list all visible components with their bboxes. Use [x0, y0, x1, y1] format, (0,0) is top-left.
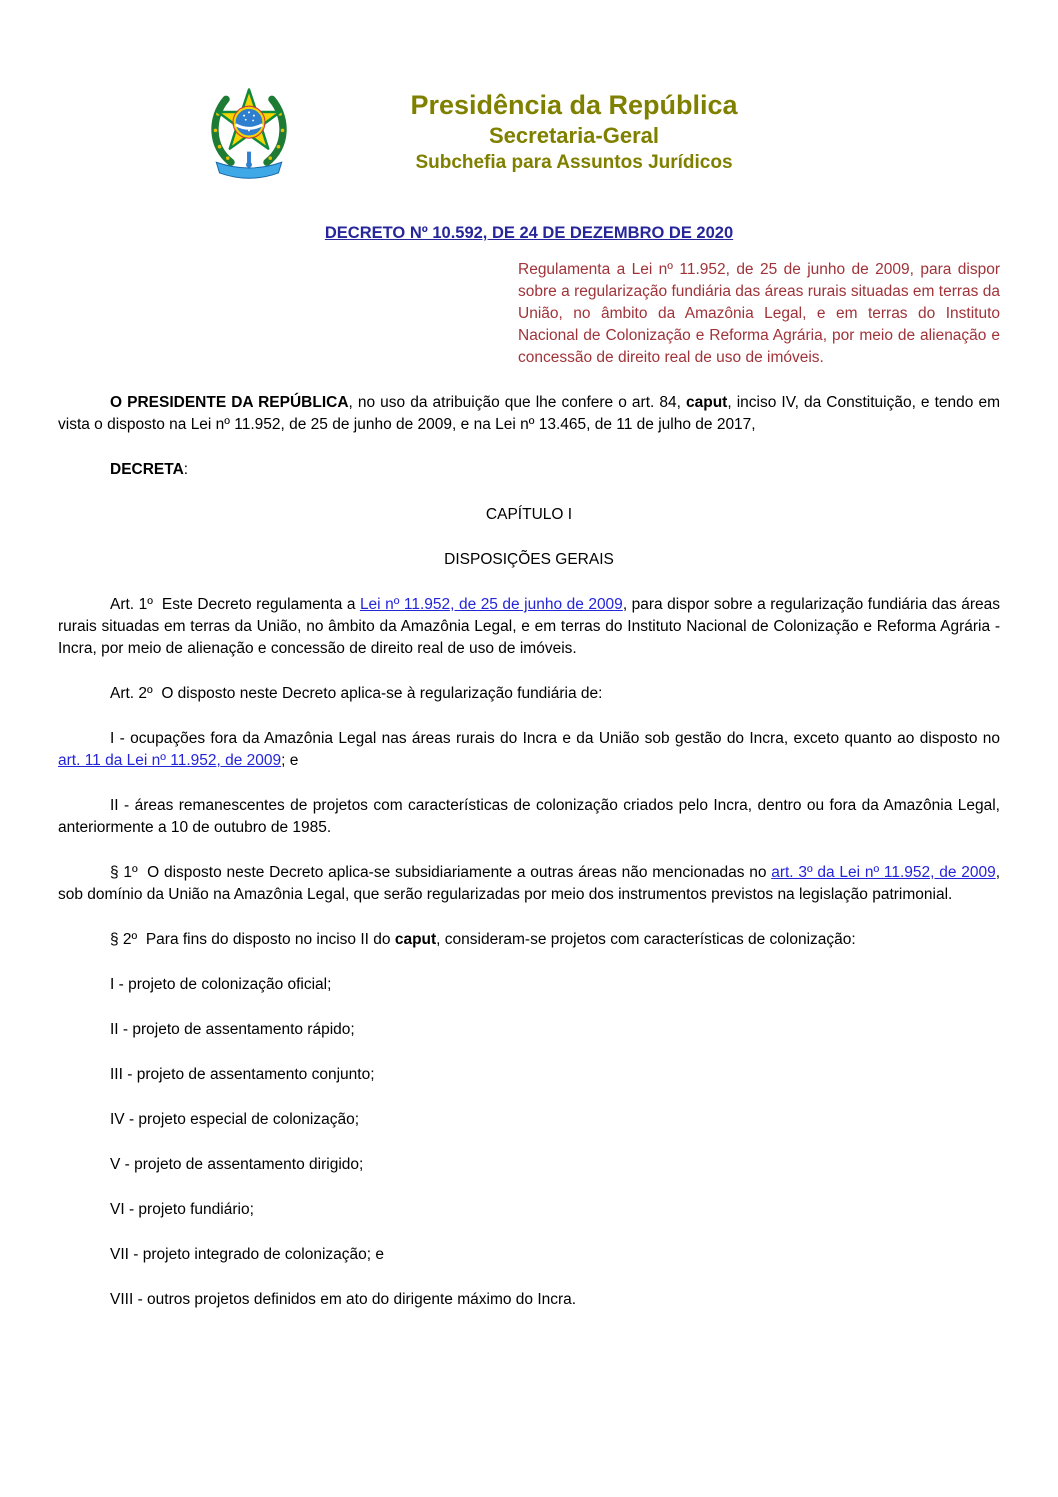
text-run: VII - projeto integrado de colonização; e	[110, 1246, 385, 1263]
text-run: Art. 2º O disposto neste Decreto aplica-se à regularização fundiária de:	[110, 685, 603, 702]
document-body	[58, 392, 1000, 1311]
text-run: V - projeto de assentamento dirigido;	[110, 1156, 364, 1173]
article-1	[58, 594, 1000, 660]
paragraph-2-item-6	[58, 1199, 1000, 1221]
bold-term: caput	[685, 394, 728, 411]
paragraph-2-item-8	[58, 1289, 1000, 1311]
text-run: § 1º O disposto neste Decreto aplica-se subsidiariamente a outras áreas não mencionadas no	[110, 864, 772, 881]
text-run: :	[183, 461, 189, 478]
text-run: CAPÍTULO I	[485, 506, 573, 523]
text-run: , sob domínio da União na Amazônia Legal, que serão regularizadas por meio dos instrumentos previstos na legislação patrimonial.	[58, 864, 1000, 903]
text-run: VI - projeto fundiário;	[110, 1201, 254, 1218]
text-run: I - ocupações fora da Amazônia Legal nas áreas rurais do Incra e da União sob gestão do Incra, exceto quanto ao disposto no	[110, 730, 1000, 747]
ementa-text: Regulamenta a Lei nº 11.952, de 25 de junho de 2009, para dispor sobre a regularização fundiária das áreas rurais situadas em terras da União, no âmbito da Amazônia Legal, e em terras do Instituto Nacional de Colonização e Reforma Agrária, por meio de alienação e concessão de direito real de uso de imóveis.	[518, 261, 1000, 366]
paragraph-2-item-1	[58, 974, 1000, 996]
decree-title-row	[58, 224, 1000, 243]
header-text-block	[290, 89, 858, 175]
text-run: , no uso da atribuição que lhe confere o art. 84,	[348, 394, 686, 411]
text-run: , inciso IV, da Constituição, e tendo em vista o disposto na Lei nº 11.952, de 25 de junho de 2009, e na Lei nº 13.465, de 11 de julho de 2017,	[58, 394, 1000, 433]
paragraph-2-item-4	[58, 1109, 1000, 1131]
bold-term: O PRESIDENTE DA REPÚBLICA	[110, 394, 349, 411]
text-run: VIII - outros projetos definidos em ato do dirigente máximo do Incra.	[110, 1291, 577, 1308]
article-2-item-I	[58, 728, 1000, 772]
law-link[interactable]: Lei nº 11.952, de 25 de junho de 2009	[359, 596, 623, 613]
paragraph-2-item-5	[58, 1154, 1000, 1176]
paragraph-2-item-7	[58, 1244, 1000, 1266]
article-2-paragraph-2	[58, 929, 1000, 951]
chapter-heading	[58, 504, 1000, 526]
text-run: DISPOSIÇÕES GERAIS	[444, 551, 614, 568]
text-run: II - projeto de assentamento rápido;	[110, 1021, 355, 1038]
brazil-coat-of-arms-icon	[208, 78, 290, 186]
text-run: ; e	[281, 752, 299, 769]
bold-term: DECRETA	[110, 461, 184, 478]
text-run: § 2º Para fins do disposto no inciso II do	[110, 931, 395, 948]
text-run: I - projeto de colonização oficial;	[110, 976, 332, 993]
header-line2: Secretaria-Geral	[489, 123, 659, 148]
document-header	[208, 78, 858, 186]
paragraph-2-item-2	[58, 1019, 1000, 1041]
article-2	[58, 683, 1000, 705]
section-heading	[58, 549, 1000, 571]
article-2-paragraph-1	[58, 862, 1000, 906]
decreta	[58, 459, 1000, 481]
text-run: , para dispor sobre a regularização fundiária das áreas rurais situadas em terras da União, no âmbito da Amazônia Legal, e em terras do Instituto Nacional de Colonização e Reforma Agrária - Incra, por meio de alienação e concessão de direito real de uso de imóveis.	[58, 596, 1000, 657]
law-link[interactable]: art. 3º da Lei nº 11.952, de 2009	[771, 864, 996, 881]
decree-title-link[interactable]: DECRETO Nº 10.592, DE 24 DE DEZEMBRO DE 2020	[324, 224, 734, 242]
text-run: Art. 1º Este Decreto regulamenta a	[110, 596, 360, 613]
header-line1: Presidência da República	[410, 90, 738, 120]
text-run: II - áreas remanescentes de projetos com características de colonização criados pelo Incra, dentro ou fora da Amazônia Legal, anteriormente a 10 de outubro de 1985.	[58, 797, 1000, 836]
text-run: , consideram-se projetos com características de colonização:	[436, 931, 856, 948]
paragraph-2-item-3	[58, 1064, 1000, 1086]
law-link[interactable]: art. 11 da Lei nº 11.952, de 2009	[58, 752, 282, 769]
text-run: III - projeto de assentamento conjunto;	[110, 1066, 375, 1083]
header-line3: Subchefia para Assuntos Jurídicos	[415, 152, 733, 173]
preamble	[58, 392, 1000, 436]
article-2-item-II	[58, 795, 1000, 839]
bold-term: caput	[394, 931, 437, 948]
text-run: IV - projeto especial de colonização;	[110, 1111, 360, 1128]
